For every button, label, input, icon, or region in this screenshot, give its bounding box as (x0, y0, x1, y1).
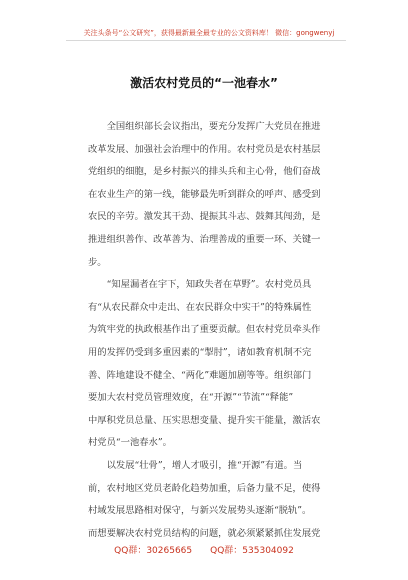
footer-qq-groups: QQ群：30265665 QQ群：535304092 (114, 546, 294, 556)
body-line: 用的发挥仍受到多重因素的“掣肘”，诸如教育机制不完 (88, 346, 312, 358)
body-line: 要加大农村党员管理效度，在“开源”“节流”“释能” (88, 392, 294, 404)
body-line: 在农业生产的第一线，能够最先听到群众的呼声、感受到 (88, 188, 321, 200)
header-divider (66, 40, 346, 41)
body-line: 有“从农民群众中走出、在农民群众中实干”的特殊属性 (88, 301, 312, 313)
body-line: “知屋漏者在宇下，知政失者在草野”。农村党员具 (88, 279, 312, 291)
body-line: 为筑牢党的执政根基作出了重要贡献。但农村党员牵头作 (88, 324, 321, 336)
body-line: 步。 (88, 256, 107, 268)
body-line: 农民的辛劳。激发其干劲、提振其斗志、鼓舞其闯劲，是 (88, 211, 321, 223)
document-body (88, 116, 332, 545)
body-line: 改革发展、加强社会治理中的作用。农村党员是农村基层 (88, 143, 321, 155)
body-line: 善、阵地建设不健全、“两化”难题加剧等等。组织部门 (88, 369, 312, 381)
document-title: 激活农村党员的“一池春水” (130, 76, 278, 90)
body-line: 党组织的细胞，是乡村振兴的排头兵和主心骨，他们奋战 (88, 166, 321, 178)
body-line: 前，农村地区党员老龄化趋势加重，后备力量不足，使得 (88, 482, 321, 494)
body-line: 中厚积党员总量、压实思想变量、提升实干能量，激活农 (88, 414, 321, 426)
body-line: 全国组织部长会议指出，要充分发挥广大党员在推进 (88, 121, 321, 132)
body-line: 而想要解决农村党员结构的问题，就必须紧紧抓住发展党 (88, 527, 321, 539)
body-line: 村域发展思路相对保守，与新兴发展势头逐渐“脱轨”。 (88, 505, 312, 517)
body-line: 推进组织善作、改革善为、治理善成的重要一环、关键一 (88, 233, 321, 245)
body-line: 村党员“一池春水”。 (88, 437, 172, 449)
header-notice: 关注头条号“公文研究”，获得最新最全最专业的公文资料库！ 微信：gongwenyj (83, 29, 335, 37)
body-line: 以发展“壮骨”，增人才吸引，推“开源”有道。当 (88, 459, 303, 471)
